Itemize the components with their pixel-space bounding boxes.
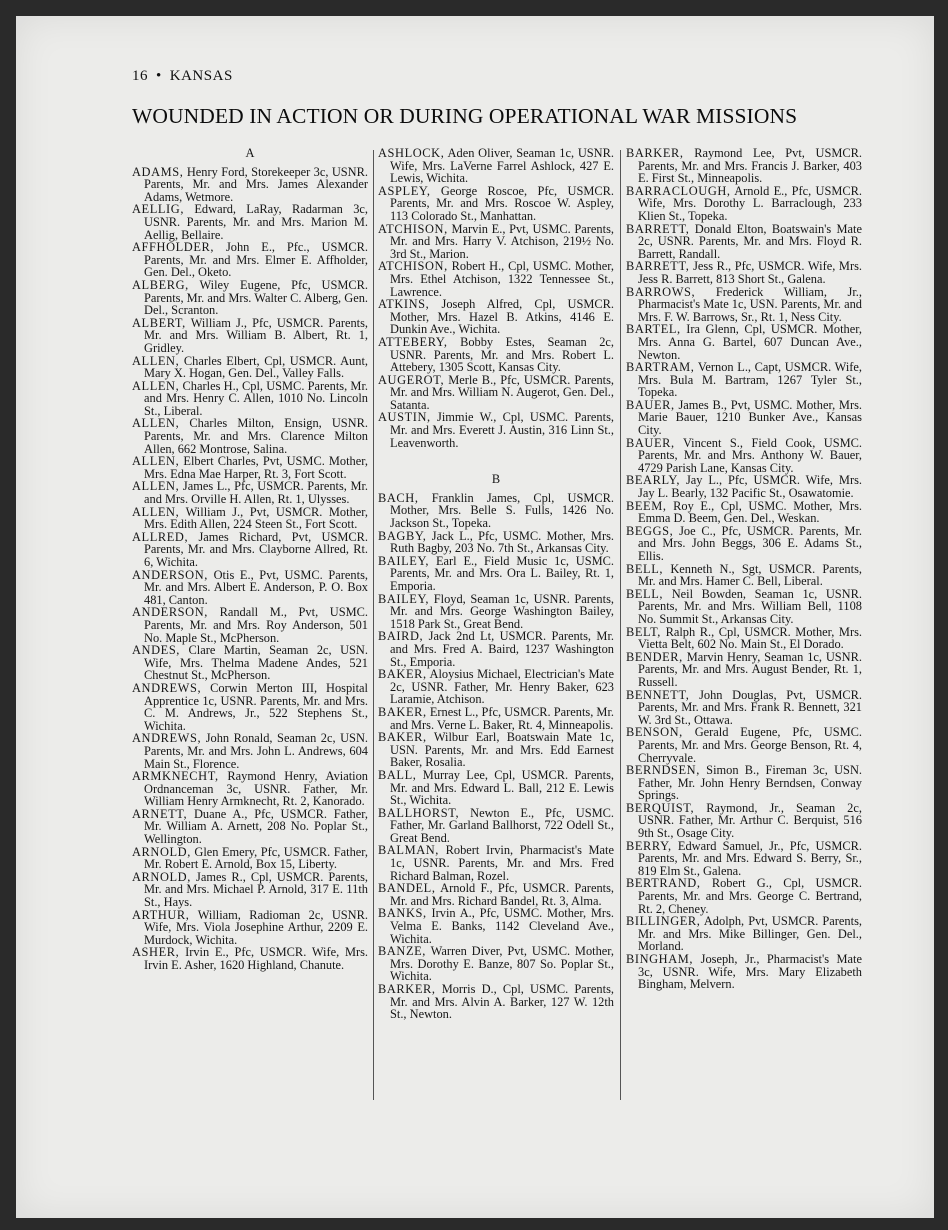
entry-details: Charles Elbert, Cpl, USMCR. Aunt, Mary X. Hogan, Gen. Del., Valley Falls. [144,353,368,381]
casualty-entry [132,808,368,846]
casualty-entry [378,147,614,185]
casualty-entry [626,500,862,525]
casualty-entry [626,563,862,588]
surname: BEGGS, [626,523,674,538]
casualty-entry [626,915,862,953]
surname: ANDES, [132,643,181,658]
surname: BILLINGER, [626,914,701,929]
casualty-entry [378,983,614,1021]
entry-details: Warren Diver, Pvt, USMC. Mother, Mrs. Dorothy E. Banze, 807 So. Poplar St., Wichita. [390,944,614,984]
entry-details: Jess R., Pfc, USMCR. Wife, Mrs. Jess R. Barrett, 813 Short St., Galena. [638,259,862,286]
surname: ALLEN, [132,479,180,494]
surname: BARRETT, [626,221,690,236]
entry-details: Arnold F., Pfc, USMCR. Parents, Mr. and Mrs. Richard Bandel, Rt. 3, Alma. [390,881,614,908]
casualty-entry [378,769,614,807]
surname: BAGBY, [378,528,427,543]
column-right [626,147,862,1107]
surname: ARMKNECHT, [132,769,219,784]
entry-details: Edward, LaRay, Radarman 3c, USNR. Parents, Mr. and Mrs. Marion M. Aellig, Bellaire. [144,202,368,242]
entry-details: James B., Pvt, USMC. Mother, Mrs. Marie Bauer, 1210 Bunker Ave., Kansas City. [638,397,862,438]
entry-details: Aloysius Michael, Electrician's Mate 2c, USNR. Father, Mr. Henry Baker, 623 Laramie, Atchison. [390,667,614,707]
entry-details: Robert Irvin, Pharmacist's Mate 1c, USNR. Parents, Mr. and Mrs. Fred Richard Balman, Rozel. [390,843,614,883]
casualty-entry [132,644,368,682]
entry-details: Robert H., Cpl, USMC. Mother, Mrs. Ethel Atchison, 1322 Tennessee St., Lawrence. [390,259,614,299]
casualty-entry [626,764,862,802]
casualty-entry [378,298,614,336]
casualty-entry [132,480,368,505]
surname: BARKER, [626,147,684,160]
casualty-entry [626,361,862,399]
entry-details: Roy E., Cpl, USMC. Mother, Mrs. Emma D. Beem, Gen. Del., Weskan. [638,498,862,526]
surname: ATCHISON, [378,221,448,236]
surname: BAIRD, [378,629,424,644]
surname: ALLEN, [132,454,180,469]
surname: BARRETT, [626,259,690,274]
surname: BERTRAND, [626,876,701,891]
casualty-entry [132,531,368,569]
entry-details: Duane A., Pfc, USMCR. Father, Mr. William A. Arnett, 208 No. Poplar St., Wellington. [144,806,368,847]
entry-details: James L., Pfc, USMCR. Parents, Mr. and Mrs. Orville H. Allen, Rt. 1, Ulysses. [144,479,368,507]
casualty-entry [132,682,368,732]
section-letter: A [245,147,255,160]
column-rule [620,150,621,1100]
running-head [132,68,233,85]
casualty-entry [626,223,862,261]
surname: BANZE, [378,944,426,959]
entry-details: John E., Pfc., USMCR. Parents, Mr. and Mrs. Elmer E. Affholder, Gen. Del., Oketo. [144,240,368,280]
casualty-entry [626,399,862,437]
casualty-entry [132,241,368,279]
entry-details: Jimmie W., Cpl, USMC. Parents, Mr. and Mrs. Everett J. Austin, 316 Linn St., Leavenworth. [390,410,614,450]
entry-details: Joseph, Jr., Pharmacist's Mate 3c, USNR. Wife, Mrs. Mary Elizabeth Bingham, Melvern. [638,952,862,992]
entry-details: Donald Elton, Boatswain's Mate 2c, USNR. Parents, Mr. and Mrs. Floyd R. Barrett, Randall. [638,221,862,261]
casualty-entry [626,953,862,991]
surname: ASHER, [132,945,180,960]
entry-details: Clare Martin, Seaman 2c, USN. Wife, Mrs. Thelma Madene Andes, 521 Chestnut St., McPherson. [144,643,368,683]
entry-details: Franklin James, Cpl, USMCR. Mother, Mrs. Belle S. Fulls, 1426 No. Jackson St., Topeka. [390,490,614,531]
entry-details: Simon B., Fireman 3c, USN. Father, Mr. John Henry Berndsen, Conway Springs. [638,763,862,803]
state-name: KANSAS [169,68,233,84]
surname: BAILEY, [378,553,430,568]
entry-details: Adolph, Pvt, USMCR. Parents, Mr. and Mrs. Mike Billinger, Gen. Del., Morland. [638,914,862,954]
surname: BELL, [626,561,664,576]
entry-details: Arnold E., Pfc, USMCR. Wife, Mrs. Dorothy L. Barraclough, 233 Klien St., Topeka. [638,183,862,223]
surname: BARKER, [378,982,436,996]
surname: AFFHOLDER, [132,240,215,255]
casualty-entry [626,147,862,185]
entry-details: Henry Ford, Storekeeper 3c, USNR. Parents, Mr. and Mrs. James Alexander Adams, Wetmore. [144,164,368,204]
casualty-entry [132,380,368,418]
surname: BENSON, [626,725,683,740]
entry-details: Vincent S., Field Cook, USMC. Parents, Mr. and Mrs. Anthony W. Bauer, 4729 Parish Lane, Kansas City. [638,435,862,475]
entry-details: Murray Lee, Cpl, USMCR. Parents, Mr. and Mrs. Edward L. Ball, 212 E. Lewis St., Wichita. [390,767,614,808]
surname: ALLEN, [132,378,180,393]
entry-details: Elbert Charles, Pvt, USMC. Mother, Mrs. Edna Mae Harper, Rt. 3, Fort Scott. [144,454,368,481]
casualty-entry [378,555,614,593]
surname: AELLIG, [132,202,185,217]
surname: ALBERT, [132,315,186,330]
surname: ARNOLD, [132,844,191,859]
casualty-entry [378,907,614,945]
entry-details: Charles Milton, Ensign, USNR. Parents, Mr. and Mrs. Clarence Milton Allen, 662 Montrose, Salina. [144,416,368,456]
casualty-entry [626,802,862,840]
entry-details: Ernest L., Pfc, USMCR. Parents, Mr. and Mrs. Verne L. Baker, Rt. 4, Minneapolis. [390,704,614,732]
surname: ATKINS, [378,297,430,312]
entry-details: Randall M., Pvt, USMC. Parents, Mr. and Mrs. Roy Anderson, 501 No. Maple St., McPherson. [144,605,368,645]
surname: BENDER, [626,649,683,664]
surname: ANDREWS, [132,731,202,746]
surname: BEARLY, [626,473,681,488]
casualty-entry [132,355,368,380]
surname: ALLEN, [132,416,180,431]
casualty-entry [378,336,614,374]
surname: BAKER, [378,730,427,745]
casualty-entry [132,506,368,531]
surname: BARTEL, [626,322,681,337]
entry-details: William J., Pvt, USMCR. Mother, Mrs. Edith Allen, 224 Steen St., Fort Scott. [144,504,368,532]
casualty-entry [132,279,368,317]
surname: BERRY, [626,838,672,853]
casualty-entry [378,731,614,769]
casualty-entry [132,871,368,909]
surname: BANKS, [378,906,427,921]
surname: AUSTIN, [378,410,431,425]
casualty-entry [132,770,368,808]
surname: BELT, [626,624,662,639]
casualty-entry [378,945,614,983]
casualty-entry [626,877,862,915]
surname: ALLEN, [132,504,180,519]
casualty-entry [626,437,862,475]
entry-details: James Richard, Pvt, USMCR. Parents, Mr. and Mrs. Clayborne Allred, Rt. 6, Wichita. [144,529,368,569]
casualty-entry [626,588,862,626]
casualty-entry [132,417,368,455]
surname: ASPLEY, [378,183,431,198]
casualty-entry [626,185,862,223]
surname: BAUER, [626,435,675,450]
entry-details: Raymond, Jr., Seaman 2c, USNR. Father, Mr. Arthur C. Berquist, 516 9th St., Osage City. [638,800,862,841]
entry-details: Floyd, Seaman 1c, USNR. Parents, Mr. and Mrs. George Washington Bailey, 1518 Park St., Great Bend. [390,591,614,631]
surname: BARTRAM, [626,360,695,375]
casualty-entry [626,323,862,361]
surname: ASHLOCK, [378,147,445,160]
casualty-entry [378,185,614,223]
casualty-entry [132,166,368,204]
entry-details: Marvin E., Pvt, USMC. Parents, Mr. and Mrs. Harry V. Atchison, 219½ No. 3rd St., Marion. [390,221,614,261]
surname: AUGEROT, [378,372,445,387]
surname: BERNDSEN, [626,763,700,778]
casualty-entry [626,260,862,285]
casualty-entry [378,530,614,555]
entry-details: Frederick William, Jr., Pharmacist's Mate 1c, USN. Parents, Mr. and Mrs. F. W. Barrows, Sr., Rt. 1, Ness City. [638,284,862,324]
casualty-entry [626,651,862,689]
surname: BAILEY, [378,591,430,606]
entry-details: Jack 2nd Lt, USMCR. Parents, Mr. and Mrs. Fred A. Baird, 1237 Washington St., Emporia. [390,629,614,669]
casualty-entry [626,840,862,878]
casualty-entry [378,844,614,882]
surname: BALLHORST, [378,805,460,820]
entry-details: Earl E., Field Music 1c, USMC. Parents, Mr. and Mrs. Ora L. Bailey, Rt. 1, Emporia. [390,553,614,593]
entry-details: Charles H., Cpl, USMC. Parents, Mr. and Mrs. Henry C. Allen, 1010 No. Lincoln St., Liberal. [144,378,368,418]
entry-details: Robert G., Cpl, USMCR. Parents, Mr. and Mrs. George C. Bertrand, Rt. 2, Cheney. [638,876,862,916]
casualty-entry [132,732,368,770]
surname: BALL, [378,767,417,782]
surname: BERQUIST, [626,800,695,815]
entry-details: Glen Emery, Pfc, USMCR. Father, Mr. Robert E. Arnold, Box 15, Liberty. [144,844,368,872]
entry-details: Wilbur Earl, Boatswain Mate 1c, USN. Parents, Mr. and Mrs. Edd Earnest Baker, Rosalia. [390,730,614,770]
column-middle [378,147,614,1107]
entry-details: James R., Cpl, USMCR. Parents, Mr. and Mrs. Michael P. Arnold, 317 E. 11th St., Hays. [144,869,368,910]
casualty-entry [132,909,368,947]
entry-details: John Ronald, Seaman 2c, USN. Parents, Mr. and Mrs. John L. Andrews, 604 Main St., Florence. [144,731,368,771]
entry-details: Joe C., Pfc, USMCR. Parents, Mr. and Mrs. John Beggs, 306 E. Adams St., Ellis. [638,523,862,563]
casualty-entry [132,569,368,607]
casualty-entry [132,606,368,644]
surname: BACH, [378,490,419,505]
surname: BARROWS, [626,284,696,299]
casualty-entry [132,317,368,355]
casualty-entry [378,260,614,298]
entry-details: Kenneth N., Sgt, USMCR. Parents, Mr. and Mrs. Hamer C. Bell, Liberal. [638,561,862,589]
surname: ANDERSON, [132,567,208,582]
entry-details: Irvin A., Pfc, USMC. Mother, Mrs. Velma E. Banks, 1142 Cleveland Ave., Wichita. [390,906,614,946]
surname: ANDREWS, [132,680,202,695]
entry-details: Neil Bowden, Seaman 1c, USNR. Parents, Mr. and Mrs. William Bell, 1108 No. Summit St., Arkansas City. [638,586,862,626]
surname: BENNETT, [626,687,690,702]
page-number: 16 [132,68,148,84]
surname: ANDERSON, [132,605,208,620]
casualty-entry [378,630,614,668]
casualty-entry [626,474,862,499]
entry-details: Bobby Estes, Seaman 2c, USNR. Parents, Mr. and Mrs. Robert L. Attebery, 1305 Scott, Kansas City. [390,334,614,375]
entry-details: William J., Pfc, USMCR. Parents, Mr. and Mrs. William B. Albert, Rt. 1, Gridley. [144,315,368,355]
entry-details: George Roscoe, Pfc, USMCR. Parents, Mr. and Mrs. Roscoe W. Aspley, 113 Colorado St., Manhattan. [390,183,614,223]
casualty-entry [378,374,614,412]
entry-details: Edward Samuel, Jr., Pfc, USMCR. Parents, Mr. and Mrs. Edward S. Berry, Sr., 819 Elm St., Galena. [638,838,862,878]
entry-details: Ira Glenn, Cpl, USMCR. Mother, Mrs. Anna G. Bartel, 607 Duncan Ave., Newton. [638,322,862,362]
entry-details: Vernon L., Capt, USMCR. Wife, Mrs. Bula M. Bartram, 1267 Tyler St., Topeka. [638,360,862,400]
casualty-entry [378,411,614,449]
column-left [132,147,368,1107]
surname: ALLEN, [132,353,180,368]
surname: ALLRED, [132,529,189,544]
casualty-entry [626,689,862,727]
page-title: WOUNDED IN ACTION OR DURING OPERATIONAL WAR MISSIONS [132,104,798,128]
casualty-entry [378,492,614,530]
entry-details: Gerald Eugene, Pfc, USMC. Parents, Mr. and Mrs. George Benson, Rt. 4, Cherryvale. [638,725,862,765]
surname: ARTHUR, [132,907,190,922]
casualty-entry [626,726,862,764]
entry-details: Jack L., Pfc, USMC. Mother, Mrs. Ruth Bagby, 203 No. 7th St., Arkansas City. [390,528,614,556]
surname: ATCHISON, [378,259,448,274]
casualty-entry [378,593,614,631]
section-spacer [378,449,614,473]
entry-details: Corwin Merton III, Hospital Apprentice 1c, USNR. Parents, Mr. and Mrs. C. M. Andrews, Jr., 522 Stephens St., Wichita. [144,680,368,733]
casualty-entry [132,455,368,480]
casualty-entry [378,807,614,845]
surname: BAUER, [626,397,675,412]
entry-details: Otis E., Pvt, USMC. Parents, Mr. and Mrs. Albert E. Anderson, P. O. Box 481, Canton. [144,567,368,607]
surname: ATTEBERY, [378,334,448,349]
casualty-entry [132,946,368,971]
entry-details: Joseph Alfred, Cpl, USMCR. Mother, Mrs. Hazel B. Atkins, 4146 E. Dunkin Ave., Wichita. [390,297,614,337]
casualty-entry [132,203,368,241]
entry-details: Ralph R., Cpl, USMCR. Mother, Mrs. Vietta Belt, 602 No. Main St., El Dorado. [638,624,862,652]
entry-details: Merle B., Pfc, USMCR. Parents, Mr. and Mrs. William N. Augerot, Gen. Del., Satanta. [390,372,614,412]
surname: BELL, [626,586,664,601]
surname: ARNOLD, [132,869,191,884]
casualty-entry [626,525,862,563]
entry-details: William, Radioman 2c, USNR. Wife, Mrs. Viola Josephine Arthur, 2209 E. Murdock, Wichita. [144,907,368,947]
entry-details: Marvin Henry, Seaman 1c, USNR. Parents, Mr. and Mrs. August Bender, Rt. 1, Russell. [638,649,862,689]
surname: BINGHAM, [626,952,694,966]
entry-details: Aden Oliver, Seaman 1c, USNR. Wife, Mrs. LaVerne Farrel Ashlock, 427 E. Lewis, Wichita. [390,147,614,186]
surname: ALBERG, [132,277,189,292]
entry-details: Jay L., Pfc, USMCR. Wife, Mrs. Jay L. Bearly, 132 Pacific St., Osawatomie. [638,473,862,501]
surname: BAKER, [378,704,427,719]
casualty-entry [378,706,614,731]
surname: BANDEL, [378,881,436,896]
surname: ADAMS, [132,164,184,179]
entry-details: John Douglas, Pvt, USMCR. Parents, Mr. and Mrs. Frank R. Bennett, 321 W. 3rd St., Ottawa. [638,687,862,727]
column-rule [373,150,374,1100]
entry-details: Morris D., Cpl, USMC. Parents, Mr. and Mrs. Alvin A. Barker, 127 W. 12th St., Newton. [390,982,614,1022]
entry-details: Newton E., Pfc, USMC. Father, Mr. Garland Ballhorst, 722 Odell St., Great Bend. [390,805,614,845]
casualty-entry [378,668,614,706]
surname: BARRACLOUGH, [626,183,731,198]
casualty-entry [626,286,862,324]
casualty-entry [378,223,614,261]
entry-details: Raymond Henry, Aviation Ordnanceman 3c, USNR. Father, Mr. William Henry Armknecht, Rt. 2, Kanorado. [144,769,368,809]
surname: ARNETT, [132,806,188,821]
surname: BEEM, [626,498,667,513]
casualty-entry [132,846,368,871]
entry-details: Wiley Eugene, Pfc, USMCR. Parents, Mr. and Mrs. Walter C. Alberg, Gen. Del., Scranton. [144,277,368,318]
casualty-entry [378,882,614,907]
separator-dot: • [156,68,162,84]
entry-details: Raymond Lee, Pvt, USMCR. Parents, Mr. and Mrs. Francis J. Barker, 403 E. First St., Minneapolis. [638,147,862,186]
surname: BAKER, [378,667,427,682]
casualty-entry [626,626,862,651]
entry-details: Irvin E., Pfc, USMCR. Wife, Mrs. Irvin E. Asher, 1620 Highland, Chanute. [144,945,368,972]
surname: BALMAN, [378,843,439,858]
section-letter: B [491,472,501,487]
